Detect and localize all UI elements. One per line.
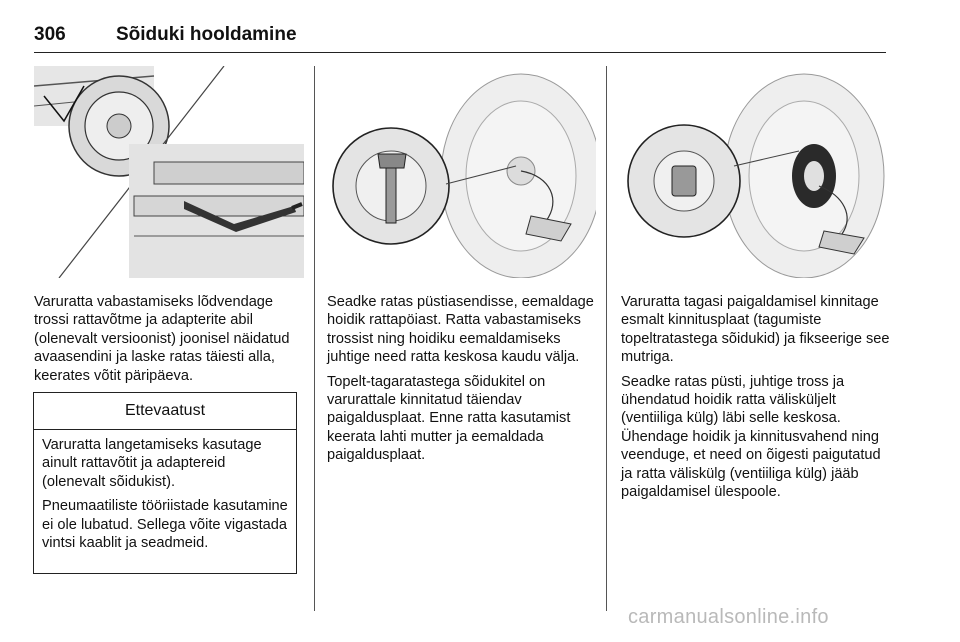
illustration-spare-wheel-lowering	[34, 66, 304, 278]
warning-heading: Ettevaatust	[34, 393, 296, 430]
warning-body	[34, 430, 296, 552]
column-1-text	[34, 293, 304, 391]
illustration-wheel-holder-removal	[326, 66, 596, 278]
paragraph: Varuratta langetamiseks kasutage ainult rattavõtit ja adaptereid (olenevalt sõidukist).	[42, 437, 262, 490]
paragraph: Varuratta tagasi paigaldamisel kinnitage esmalt kinnitusplaat (tagumiste topeltratastega sõidukid) ja fikseerige see mutriga.	[621, 294, 890, 366]
paragraph: Pneumaatiliste tööriistade kasutamine ei ole lubatud. Sellega võite vigastada vintsi kaablit ja seadmeid.	[42, 498, 288, 552]
column-divider	[606, 66, 607, 611]
page-header	[34, 22, 886, 53]
warning-box	[33, 392, 297, 574]
column-3-text	[621, 293, 893, 507]
paragraph: Topelt-tagaratastega sõidukitel on varurattale kinnitatud täiendav paigaldusplaat. Enne ratta kasutamist keerata lahti mutter ja eemaldada paigaldusplaat.	[327, 373, 571, 464]
page-number: 306	[34, 24, 66, 45]
paragraph: Seadke ratas püstiasendisse, eemaldage hoidik rattapöiast. Ratta vabastamiseks trossist ning hoidiku eemaldamiseks juhtige need ratta keskosa kaudu välja.	[327, 294, 594, 366]
watermark: carmanualsonline.info	[628, 606, 829, 628]
page-title: Sõiduki hooldamine	[116, 24, 297, 45]
column-2-text	[327, 293, 597, 471]
paragraph: Seadke ratas püsti, juhtige tross ja ühendatud hoidik ratta välisküljelt (ventiiliga külg) läbi selle keskosa. Ühendage hoidik ja kinnitusvahend ning veenduge, et need on õigesti paigutatud ja ratta väliskülg (ventiiliga külg) jääb paigaldamisel ülespoole.	[621, 373, 881, 501]
column-divider	[314, 66, 315, 611]
paragraph: Varuratta vabastamiseks lõdvendage trossi rattavõtme ja adapterite abil (olenevalt versioonist) joonisel näidatud avaasendini ja laske ratas täiesti alla, keerates võtit päripäeva.	[34, 294, 290, 384]
illustration-wheel-reinstallation	[614, 66, 886, 278]
